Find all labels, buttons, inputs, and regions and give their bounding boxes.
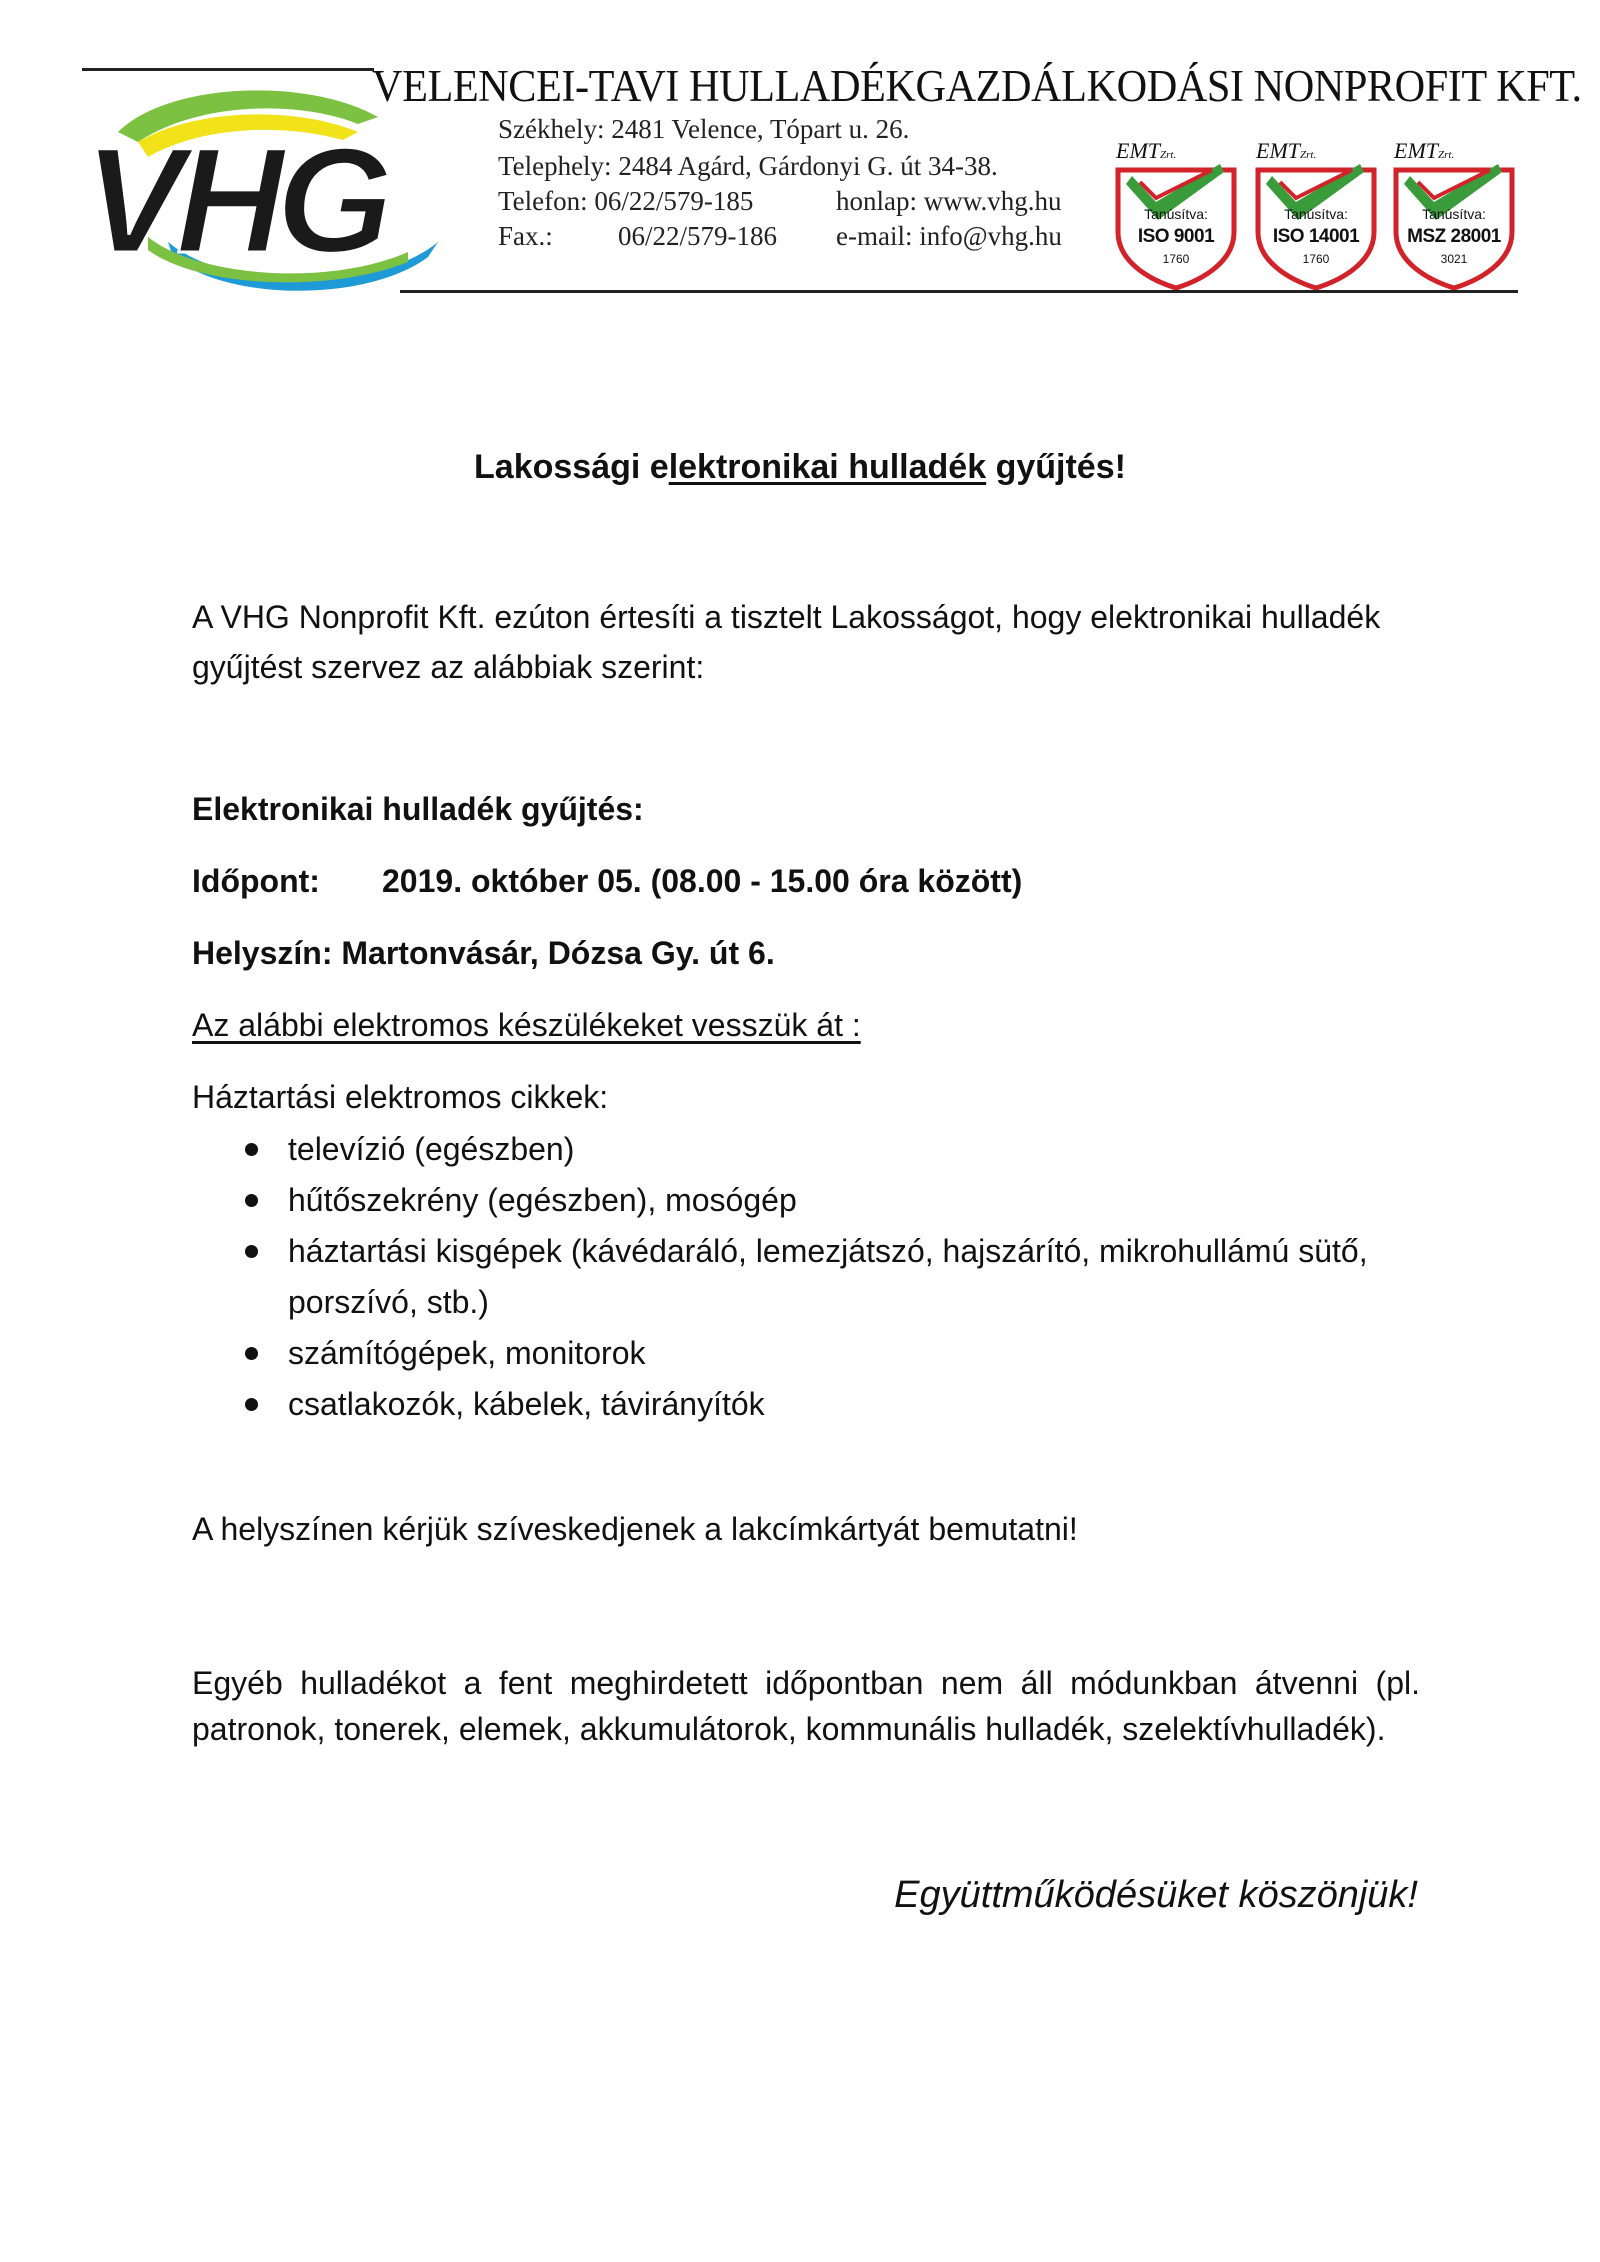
logo-text: VHG — [84, 116, 386, 284]
appliances-heading: Háztartási elektromos cikkek: — [192, 1079, 609, 1115]
accepted-items-list — [192, 1124, 1442, 1430]
bullet-icon — [245, 1347, 258, 1360]
closing-thanks: Együttműködésüket köszönjük! — [894, 1874, 1418, 1916]
certificate-badge-iso14001 — [1252, 140, 1380, 290]
title-underlined: lektronikai hulladék — [668, 448, 987, 486]
list-item: hűtőszekrény (egészben), mosógép — [192, 1175, 1442, 1226]
badge-standard: ISO 9001 — [1137, 226, 1215, 247]
bullet-icon — [245, 1245, 258, 1258]
list-item: számítógépek, monitorok — [192, 1328, 1442, 1379]
badge-number: 1760 — [1162, 252, 1190, 266]
phone-number: Telefon: 06/22/579-185 — [498, 186, 754, 216]
header-rule-bottom — [400, 290, 1518, 293]
badge-standard: MSZ 28001 — [1407, 226, 1501, 247]
badge-number: 3021 — [1440, 252, 1468, 266]
fax-number: 06/22/579-186 — [618, 221, 777, 251]
badge-label: Tanúsítva: — [1284, 206, 1348, 222]
address-card-note: A helyszínen kérjük szíveskedjenek a lakcímkártyát bemutatni! — [192, 1511, 1078, 1547]
badge-issuer: EMTZrt. — [1116, 138, 1177, 163]
certificate-badge-iso9001 — [1112, 140, 1240, 290]
badge-label: Tanúsítva: — [1144, 206, 1208, 222]
list-item: csatlakozók, kábelek, távirányítók — [192, 1379, 1442, 1430]
bullet-icon — [245, 1194, 258, 1207]
badge-standard: ISO 14001 — [1272, 226, 1360, 247]
collection-place: Helyszín: Martonvásár, Dózsa Gy. út 6. — [192, 935, 775, 971]
other-waste-paragraph: Egyéb hulladékot a fent meghirdetett időpontban nem áll módunkban átvenni (pl. patronok, tonerek, elemek, akkumulátorok, kommunális hulladék, szelektívhulladék). — [192, 1665, 1420, 1747]
document-title: Lakossági elektronikai hulladék gyűjtés! — [474, 448, 1126, 486]
email: e-mail: info@vhg.hu — [836, 221, 1062, 251]
badge-number: 1760 — [1302, 252, 1330, 266]
site-address: Telephely: 2484 Agárd, Gárdonyi G. út 34-38. — [498, 151, 998, 181]
intro-paragraph: A VHG Nonprofit Kft. ezúton értesíti a tisztelt Lakosságot, hogy elektronikai hulladék gyűjtést szervez az alábbiak szerint: — [192, 599, 1381, 685]
website: honlap: www.vhg.hu — [836, 186, 1062, 216]
badge-label: Tanúsítva: — [1422, 206, 1486, 222]
fax-label: Fax.: — [498, 221, 553, 251]
letterhead — [0, 0, 1600, 310]
bullet-icon — [245, 1143, 258, 1156]
accepted-items-heading: Az alábbi elektromos készülékeket vesszük át : — [192, 1007, 861, 1043]
list-item: televízió (egészben) — [192, 1124, 1442, 1175]
collection-time — [192, 856, 1022, 906]
bullet-icon — [245, 1398, 258, 1411]
company-name: VELENCEI-TAVI HULLADÉKGAZDÁLKODÁSI NONPROFIT KFT. — [372, 61, 1582, 111]
certificate-badge-msz28001 — [1390, 140, 1518, 290]
time-label: Időpont: — [192, 863, 320, 899]
badge-issuer: EMTZrt. — [1394, 138, 1455, 163]
list-item: háztartási kisgépek (kávédaráló, lemezjátszó, hajszárító, mikrohullámú sütő, porszívó, stb.) — [192, 1226, 1442, 1328]
collection-heading: Elektronikai hulladék gyűjtés: — [192, 791, 644, 827]
badge-issuer: EMTZrt. — [1256, 138, 1317, 163]
time-value: 2019. október 05. (08.00 - 15.00 óra között) — [382, 863, 1023, 899]
seat-address: Székhely: 2481 Velence, Tópart u. 26. — [498, 114, 910, 144]
